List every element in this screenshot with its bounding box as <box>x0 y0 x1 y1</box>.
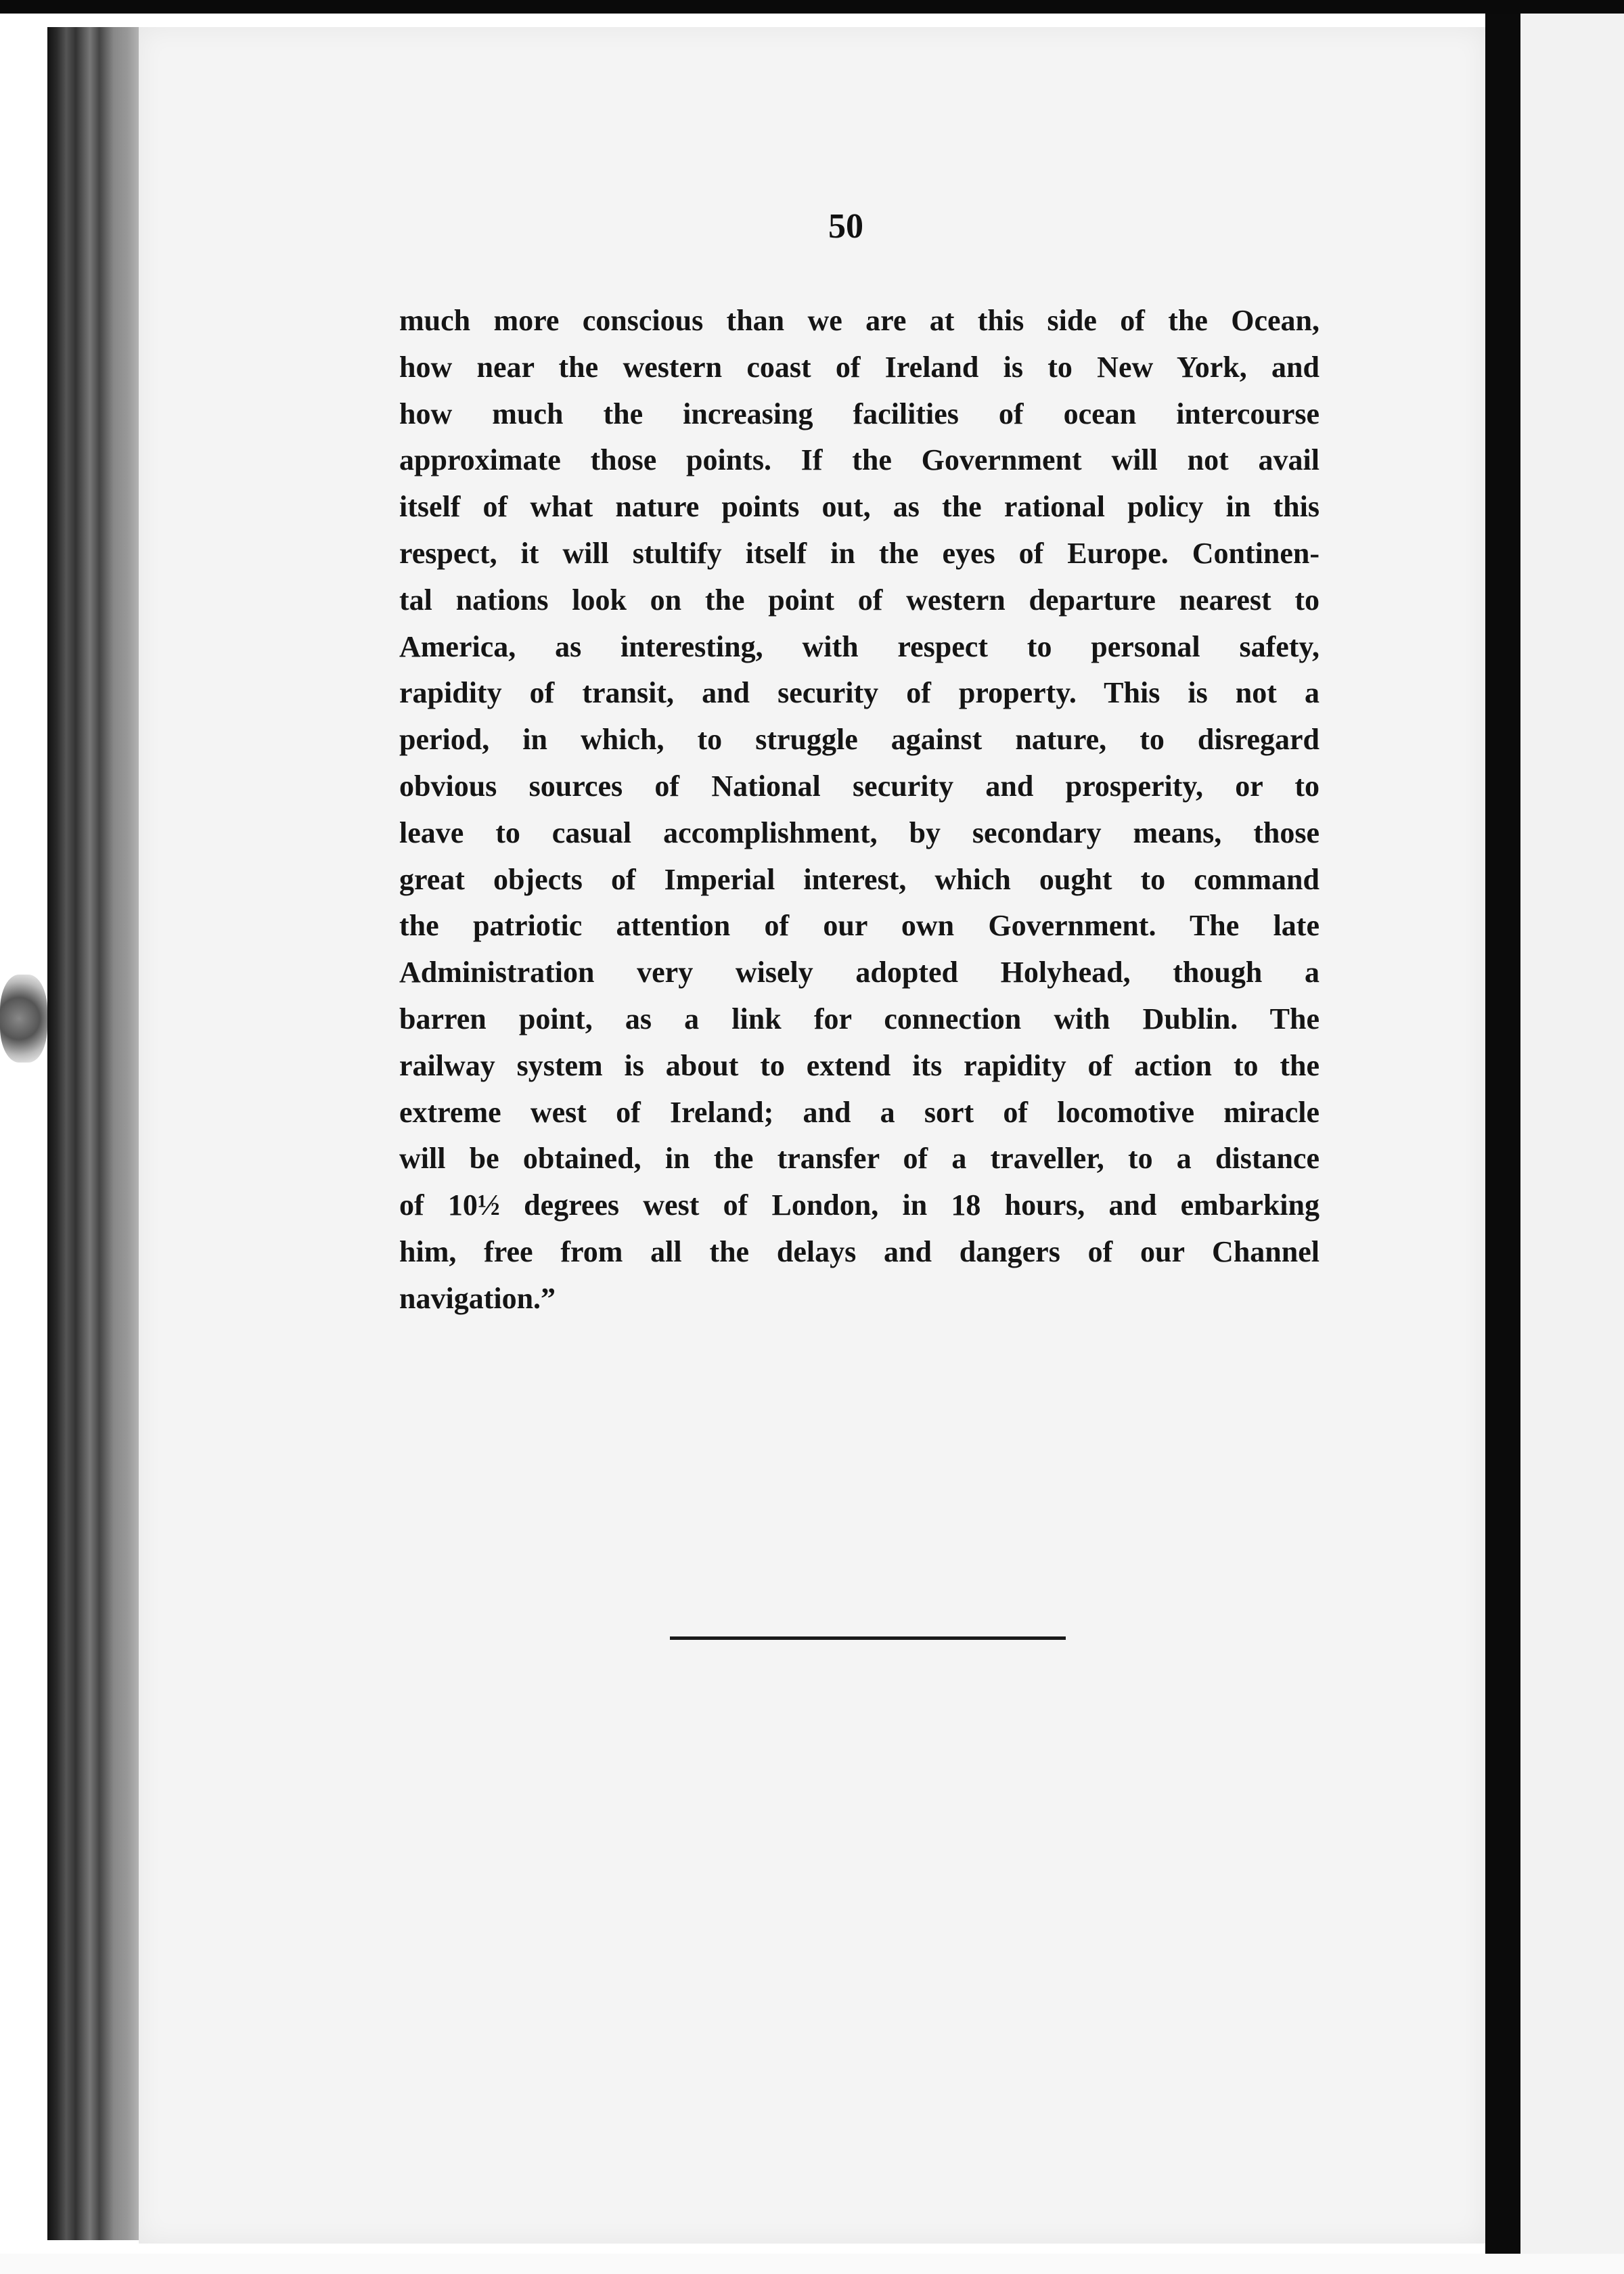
text-line: will be obtained, in the transfer of a traveller, to a distance <box>399 1142 1320 1176</box>
page-number: 50 <box>828 207 863 246</box>
book-fore-edge <box>47 27 142 2240</box>
book-spine <box>1485 14 1520 2254</box>
text-line: itself of what nature points out, as the rational policy in this <box>399 490 1320 524</box>
text-line: barren point, as a link for connection with Dublin. The <box>399 1002 1320 1035</box>
text-line: Administration very wisely adopted Holyhead, though a <box>399 956 1320 989</box>
text-line: him, free from all the delays and dangers of our Channel <box>399 1234 1320 1268</box>
text-line: period, in which, to struggle against nature, to disregard <box>399 723 1320 757</box>
text-line: how near the western coast of Ireland is to New York, and <box>399 350 1320 384</box>
text-line: tal nations look on the point of western departure nearest to <box>399 583 1320 617</box>
text-line: leave to casual accomplishment, by secondary means, those <box>399 816 1320 849</box>
text-line: railway system is about to extend its rapidity of action to the <box>399 1048 1320 1082</box>
text-line: respect, it will stultify itself in the eyes of Europe. Continen- <box>399 536 1320 570</box>
scan-bottom-border <box>0 2254 1624 2274</box>
text-line: much more conscious than we are at this side of the Ocean, <box>399 304 1320 337</box>
text-line: approximate those points. If the Government will not avail <box>399 443 1320 477</box>
scan-blot <box>0 975 47 1063</box>
scan-top-border <box>0 0 1624 14</box>
text-line: extreme west of Ireland; and a sort of locomotive miracle <box>399 1095 1320 1129</box>
body-text <box>399 298 1320 1322</box>
text-line: great objects of Imperial interest, which ought to command <box>399 862 1320 896</box>
text-line: navigation.” <box>399 1281 556 1315</box>
text-line: obvious sources of National security and prosperity, or to <box>399 769 1320 803</box>
text-line: of 10½ degrees west of London, in 18 hours, and embarking <box>399 1188 1320 1222</box>
facing-page-edge <box>1520 14 1624 2274</box>
text-line: how much the increasing facilities of ocean intercourse <box>399 397 1320 430</box>
text-line: America, as interesting, with respect to personal safety, <box>399 629 1320 663</box>
text-line: the patriotic attention of our own Government. The late <box>399 909 1320 943</box>
section-end-rule <box>670 1636 1066 1640</box>
text-line: rapidity of transit, and security of property. This is not a <box>399 676 1320 710</box>
